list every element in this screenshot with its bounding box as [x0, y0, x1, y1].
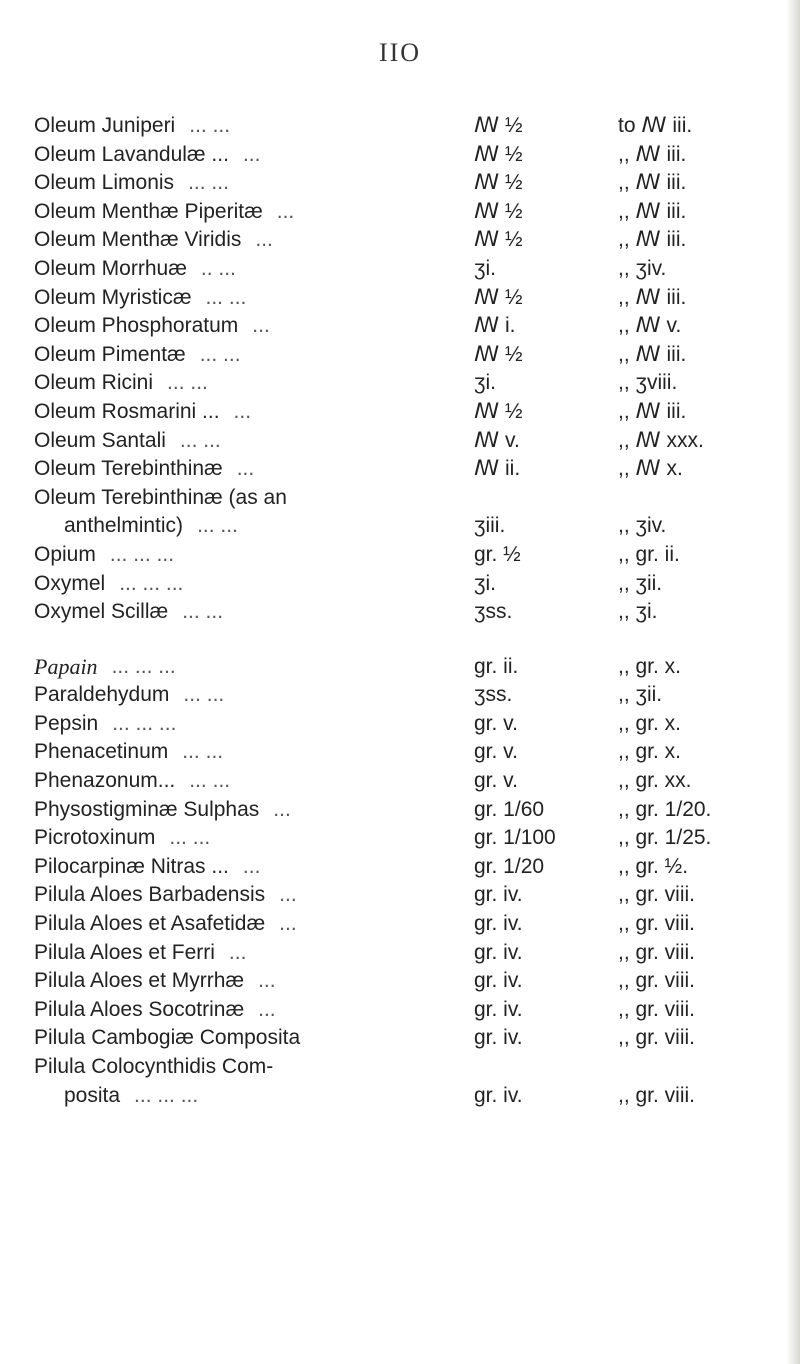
dose-row — [34, 455, 786, 484]
dose-table — [34, 112, 786, 1110]
dose-row — [34, 512, 786, 541]
leader-dots: ... — [255, 228, 273, 252]
dose-row — [34, 939, 786, 968]
dose-min: gr. ii. — [474, 654, 519, 678]
leader-dots: ... ... — [189, 114, 231, 137]
leader-dots: ... ... — [183, 683, 225, 707]
dose-row — [34, 910, 786, 939]
dose-min: ʒi. — [474, 256, 496, 280]
drug-name: Pilula Aloes Socotrinæ — [34, 997, 245, 1021]
dose-row — [34, 681, 786, 710]
dose-min: gr. 1/60 — [474, 797, 545, 821]
dose-min: ꟿ ½ — [474, 285, 523, 309]
dose-min: gr. iv. — [474, 912, 523, 936]
drug-name: Oleum Rosmarini ... — [34, 399, 220, 423]
leader-dots: ... ... ... — [109, 542, 175, 566]
dose-row — [34, 881, 786, 910]
dose-row — [34, 284, 786, 313]
dose-max: ,, ʒiv. — [618, 514, 667, 538]
dose-max: ,, ꟿ iii. — [618, 142, 687, 166]
dose-row — [34, 198, 786, 227]
dose-row — [34, 141, 786, 170]
dose-max: ,, ꟿ iii. — [618, 228, 687, 252]
leader-dots: ... — [242, 854, 261, 878]
leader-dots: ... — [252, 314, 270, 338]
drug-name: Phenazonum... — [34, 769, 176, 793]
dose-max: ,, gr. x. — [618, 711, 682, 735]
dose-min: ꟿ ½ — [474, 114, 523, 137]
leader-dots: ... — [228, 940, 247, 964]
dose-min: ꟿ ½ — [474, 399, 523, 423]
leader-dots: ... — [273, 797, 291, 821]
drug-name: Oleum Phosphoratum — [34, 314, 239, 338]
drug-name: Phenacetinum — [34, 740, 169, 764]
drug-name: Oxymel Scillæ — [34, 600, 169, 624]
dose-min: ʒi. — [474, 571, 496, 595]
dose-min: gr. iv. — [474, 1083, 523, 1107]
drug-name: Opium — [34, 542, 96, 566]
dose-max: ,, gr. ii. — [618, 542, 680, 566]
page-number: IIO — [378, 38, 422, 67]
dose-max: ,, ꟿ iii. — [618, 285, 687, 309]
dose-row — [34, 312, 786, 341]
leader-dots: ... ... — [205, 285, 247, 309]
dose-row — [34, 967, 786, 996]
dose-row — [34, 1024, 786, 1053]
drug-name: Oleum Menthæ Viridis — [34, 228, 242, 252]
dose-row — [34, 653, 786, 682]
dose-max: ,, ꟿ iii. — [618, 342, 687, 366]
leader-dots: ... ... — [167, 371, 208, 395]
dose-max: ,, ꟿ x. — [618, 457, 683, 481]
section-oleum-oxymel — [34, 112, 786, 627]
dose-max: ,, gr. xx. — [618, 769, 692, 793]
dose-min: ꟿ ½ — [474, 142, 523, 166]
dose-max: ,, gr. viii. — [618, 912, 696, 936]
drug-name: Pilula Aloes Barbadensis — [34, 883, 266, 907]
dose-max: ,, gr. 1/25. — [618, 826, 712, 850]
dose-min: gr. 1/100 — [474, 826, 556, 850]
dose-row — [34, 398, 786, 427]
drug-name: Pilocarpinæ Nitras ... — [34, 854, 229, 878]
dose-max: ,, gr. 1/20. — [618, 797, 712, 821]
dose-min: gr. v. — [474, 740, 518, 764]
dose-min: ʒss. — [474, 600, 513, 624]
dose-min: ʒss. — [474, 683, 513, 707]
dose-min: ꟿ ½ — [474, 228, 523, 252]
dose-max: ,, ʒii. — [618, 571, 663, 595]
drug-name: anthelmintic) — [64, 514, 184, 538]
dose-row — [34, 996, 786, 1025]
dose-min: gr. ½ — [474, 542, 521, 566]
dose-max: ,, ꟿ iii. — [618, 171, 687, 195]
dose-max: ,, ʒi. — [618, 600, 658, 624]
dose-max: ,, gr. x. — [618, 740, 682, 764]
section-papain-pilula — [34, 653, 786, 1111]
drug-name: Paraldehydum — [34, 683, 170, 707]
leader-dots: ... ... — [197, 514, 238, 538]
dose-max: ,, gr. viii. — [618, 940, 696, 964]
dose-max: ,, gr. ½. — [618, 854, 689, 878]
leader-dots: ... ... ... — [119, 571, 184, 595]
dose-max: ,, ʒviii. — [618, 371, 678, 395]
dose-row — [34, 824, 786, 853]
drug-name: Papain — [34, 653, 98, 679]
dose-max: ,, ꟿ iii. — [618, 399, 687, 423]
leader-dots: ... — [279, 912, 297, 936]
dose-row — [34, 255, 786, 284]
dose-max: ,, gr. x. — [618, 654, 682, 678]
dose-min: ꟿ ii. — [474, 457, 521, 481]
dose-row — [34, 541, 786, 570]
dose-row — [34, 226, 786, 255]
dose-max: ,, ꟿ v. — [618, 314, 682, 338]
drug-name: Oleum Santali — [34, 428, 166, 452]
dose-max: ,, ʒii. — [618, 683, 663, 707]
leader-dots: ... ... — [182, 600, 224, 624]
dose-min: ʒi. — [474, 371, 496, 395]
dose-row — [34, 570, 786, 599]
drug-name: Oleum Terebinthinæ — [34, 457, 223, 481]
drug-name: Oleum Morrhuæ — [34, 256, 187, 280]
leader-dots: ... — [258, 997, 276, 1021]
dose-row — [34, 484, 786, 513]
dose-max: to ꟿ iii. — [618, 114, 693, 137]
drug-name: Oleum Pimentæ — [34, 342, 186, 366]
leader-dots: ... — [242, 142, 261, 166]
leader-dots: ... ... — [189, 769, 231, 793]
leader-dots: ... ... ... — [134, 1083, 199, 1107]
dose-min: ꟿ ½ — [474, 342, 523, 366]
dose-row — [34, 369, 786, 398]
drug-name: Oleum Ricini — [34, 371, 154, 395]
drug-name: Oleum Lavandulæ ... — [34, 142, 229, 166]
dose-min: gr. v. — [474, 769, 518, 793]
dose-min: gr. iv. — [474, 940, 523, 964]
dose-row — [34, 169, 786, 198]
drug-name: Oleum Terebinthinæ (as an — [34, 485, 287, 509]
leader-dots: ... — [279, 883, 297, 907]
dose-min: ꟿ ½ — [474, 199, 523, 223]
leader-dots: ... ... — [199, 342, 241, 366]
drug-name: Pepsin — [34, 711, 99, 735]
drug-name: Pilula Cambogiæ Composita — [34, 1026, 301, 1050]
dose-min: gr. iv. — [474, 883, 523, 907]
dose-row — [34, 341, 786, 370]
leader-dots: ... ... — [179, 428, 221, 452]
dose-row — [34, 796, 786, 825]
leader-dots: ... ... ... — [111, 654, 176, 678]
section-gap — [34, 627, 786, 653]
dose-min: ꟿ ½ — [474, 171, 523, 195]
dose-min: ꟿ v. — [474, 428, 520, 452]
leader-dots: ... — [258, 969, 276, 993]
dose-max: ,, gr. viii. — [618, 997, 696, 1021]
drug-name: Oleum Myristicæ — [34, 285, 192, 309]
dose-row — [34, 427, 786, 456]
dose-row — [34, 112, 786, 141]
page-edge-shadow — [786, 0, 800, 1364]
dose-row — [34, 853, 786, 882]
dose-max: ,, gr. viii. — [618, 883, 696, 907]
dose-min: gr. 1/20 — [474, 854, 545, 878]
leader-dots: ... ... — [188, 171, 229, 195]
drug-name: Oleum Limonis — [34, 171, 175, 195]
dose-min: gr. iv. — [474, 969, 523, 993]
leader-dots: ... ... ... — [112, 711, 177, 735]
dose-max: ,, ꟿ xxx. — [618, 428, 704, 452]
drug-name: Pilula Aloes et Ferri — [34, 940, 215, 964]
dose-min: gr. iv. — [474, 1026, 523, 1050]
dose-row — [34, 1053, 786, 1082]
drug-name: Oleum Juniperi — [34, 114, 176, 137]
drug-name: posita — [64, 1083, 121, 1107]
leader-dots: .. ... — [200, 256, 236, 280]
dose-min: ꟿ i. — [474, 314, 516, 338]
drug-name: Physostigminæ Sulphas — [34, 797, 260, 821]
drug-name: Pilula Aloes et Myrrhæ — [34, 969, 245, 993]
dose-row — [34, 767, 786, 796]
leader-dots: ... — [233, 399, 252, 423]
dose-row — [34, 710, 786, 739]
dose-min: gr. v. — [474, 711, 518, 735]
leader-dots: ... — [276, 199, 295, 223]
leader-dots: ... — [236, 457, 255, 481]
dose-max: ,, ʒiv. — [618, 256, 667, 280]
dose-max: ,, ꟿ iii. — [618, 199, 687, 223]
dose-row — [34, 1082, 786, 1111]
dose-row — [34, 598, 786, 627]
drug-name: Oxymel — [34, 571, 106, 595]
drug-name: Pilula Colocynthidis Com- — [34, 1055, 274, 1078]
dose-row — [34, 738, 786, 767]
dose-min: ʒiii. — [474, 514, 506, 538]
leader-dots: ... ... — [169, 826, 211, 850]
drug-name: Picrotoxinum — [34, 826, 156, 850]
dose-max: ,, gr. viii. — [618, 1026, 696, 1050]
dose-max: ,, gr. viii. — [618, 1083, 696, 1107]
drug-name: Oleum Menthæ Piperitæ — [34, 199, 263, 223]
leader-dots: ... ... — [182, 740, 224, 764]
dose-max: ,, gr. viii. — [618, 969, 696, 993]
dose-min: gr. iv. — [474, 997, 523, 1021]
drug-name: Pilula Aloes et Asafetidæ — [34, 912, 266, 936]
